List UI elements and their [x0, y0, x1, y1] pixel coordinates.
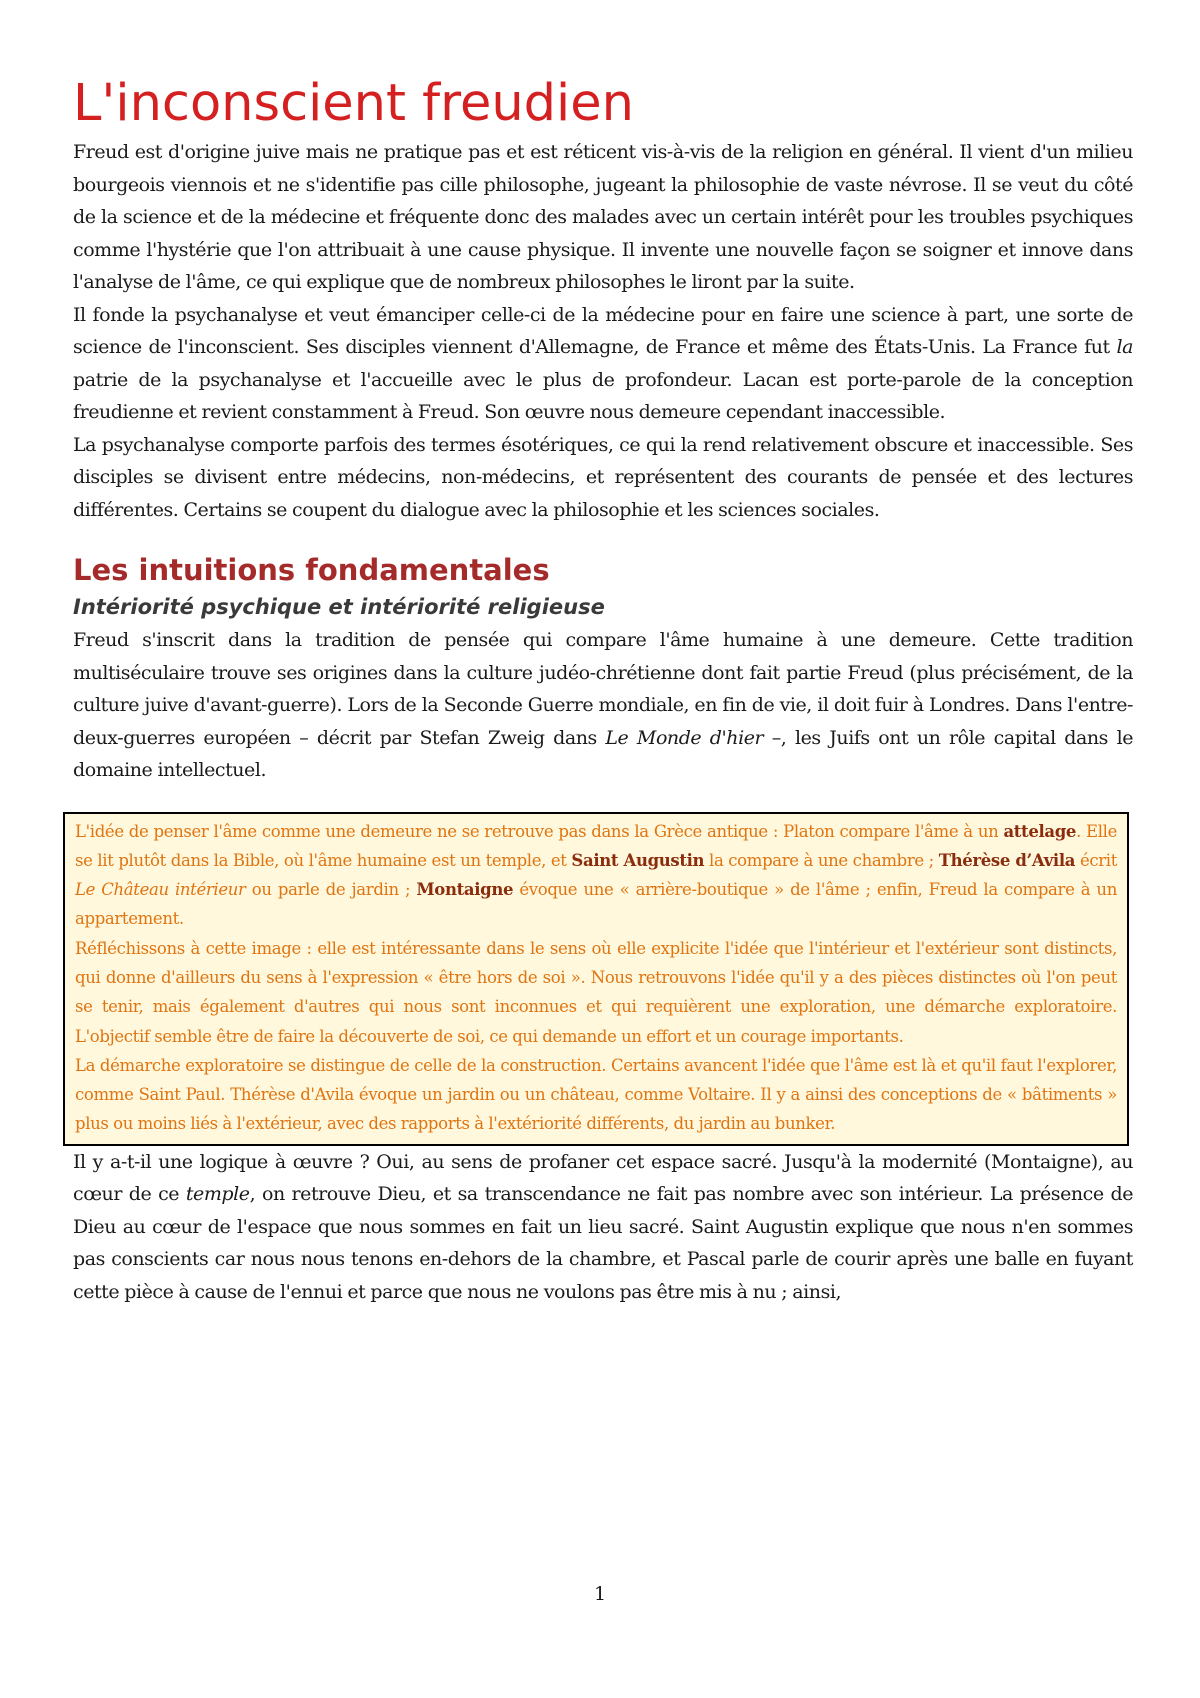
- note-paragraph-2: Réfléchissons à cette image : elle est intéressante dans le sens où elle explicite l'idée que l'intérieur et l'extérieur sont distincts, qui donne d'ailleurs du sens à l'expression « être hors de soi ». Nous retrouvons l'idée qu'il y a des pièces distinctes où l'on peut se tenir, mais également d'autres qui nous sont inconnues et qui requièrent une exploration, une démarche exploratoire. L'objectif semble être de faire la découverte de soi, ce qui demande un effort et un courage importants.: [75, 938, 1117, 1046]
- paragraph-psychanalyse: [73, 299, 1133, 429]
- paragraph-tradition: [73, 624, 1133, 787]
- page-content: [73, 72, 1133, 1308]
- book-title: Le Monde d'hier: [605, 726, 764, 749]
- note-paragraph-1: [75, 817, 1117, 934]
- note-book-title: Le Château intérieur: [75, 880, 246, 900]
- italic-emphasis: la: [1116, 336, 1133, 358]
- note-text: ou parle de jardin ;: [245, 880, 417, 900]
- note-bold-name: Thérèse d’Avila: [938, 850, 1076, 870]
- note-bold-name: Montaigne: [416, 880, 514, 900]
- italic-emphasis: temple: [185, 1183, 250, 1206]
- note-bold-name: Saint Augustin: [571, 850, 705, 870]
- paragraph-text: , on retrouve Dieu, et sa transcendance ne fait pas nombre avec son intérieur. La présence de Dieu au cœur de l'espace que nous sommes en fait un lieu sacré. Saint Augustin explique que nous n'en sommes pas conscients car nous nous tenons en-dehors de la chambre, et Pascal parle de courir après une balle en fuyant cette pièce à cause de l'ennui et parce que nous ne voulons pas être mis à nu ; ainsi,: [73, 1183, 1133, 1303]
- paragraph-intro: Freud est d'origine juive mais ne pratique pas et est réticent vis-à-vis de la religion en général. Il vient d'un milieu bourgeois viennois et ne s'identifie pas cille philosophe, jugeant la philosophie de vaste névrose. Il se veut du côté de la science et de la médecine et fréquente donc des malades avec un certain intérêt pour les troubles psychiques comme l'hystérie que l'on attribuait à une cause physique. Il invente une nouvelle façon se soigner et innove dans l'analyse de l'âme, ce qui explique que de nombreux philosophes le liront par la suite.: [73, 141, 1133, 293]
- document-title: L'inconscient freudien: [73, 74, 634, 133]
- paragraph-text: Il fonde la psychanalyse et veut émanciper celle-ci de la médecine pour en faire une science à part, une sorte de science de l'inconscient. Ses disciples viennent d'Allemagne, de France et même des États-Unis. La France fut: [73, 303, 1133, 358]
- note-text: évoque une « arrière-boutique » de l'âme ; enfin, Freud la compare à un appartement.: [75, 880, 1117, 929]
- note-bold-term: attelage: [1003, 821, 1077, 841]
- subsection-heading: Intériorité psychique et intériorité religieuse: [73, 595, 605, 619]
- highlight-note-box: [63, 812, 1129, 1146]
- note-text: L'idée de penser l'âme comme une demeure ne se retrouve pas dans la Grèce antique : Platon compare l'âme à un: [75, 821, 1004, 841]
- page-number: 1: [593, 1583, 607, 1605]
- paragraph-text: –, les Juifs ont un rôle capital dans le domaine intellectuel.: [73, 726, 1133, 781]
- paragraph-text: Il y a-t-il une logique à œuvre ? Oui, au sens de profaner cet espace sacré. Jusqu'à la modernité (Montaigne), au cœur de ce: [73, 1150, 1133, 1206]
- paragraph-logic: [73, 1146, 1133, 1309]
- paragraph-text: patrie de la psychanalyse et l'accueille avec le plus de profondeur. Lacan est porte-parole de la conception freudienne et revient constamment à Freud. Son œuvre nous demeure cependant inaccessible.: [73, 368, 1133, 423]
- paragraph-esoteric: La psychanalyse comporte parfois des termes ésotériques, ce qui la rend relativement obscure et inaccessible. Ses disciples se divisent entre médecins, non-médecins, et représentent des courants de pensée et des lectures différentes. Certains se coupent du dialogue avec la philosophie et les sciences sociales.: [73, 433, 1133, 521]
- note-text: . Elle se lit plutôt dans la Bible, où l'âme humaine est un temple, et: [75, 821, 1117, 870]
- note-text: la compare à une chambre ;: [704, 850, 939, 870]
- section-heading: Les intuitions fondamentales: [73, 553, 550, 587]
- note-text: écrit: [1075, 850, 1117, 870]
- note-paragraph-3: La démarche exploratoire se distingue de celle de la construction. Certains avancent l'idée que l'âme est là et qu'il faut l'explorer, comme Saint Paul. Thérèse d'Avila évoque un jardin ou un château, comme Voltaire. Il y a ainsi des conceptions de « bâtiments » plus ou moins liés à l'extérieur, avec des rapports à l'extériorité différents, du jardin au bunker.: [75, 1055, 1117, 1134]
- paragraph-text: Freud s'inscrit dans la tradition de pensée qui compare l'âme humaine à une demeure. Cette tradition multiséculaire trouve ses origines dans la culture judéo-chrétienne dont fait partie Freud (plus précisément, de la culture juive d'avant-guerre). Lors de la Seconde Guerre mondiale, en fin de vie, il doit fuir à Londres. Dans l'entre-deux-guerres européen – décrit par Stefan Zweig dans: [73, 629, 1133, 749]
